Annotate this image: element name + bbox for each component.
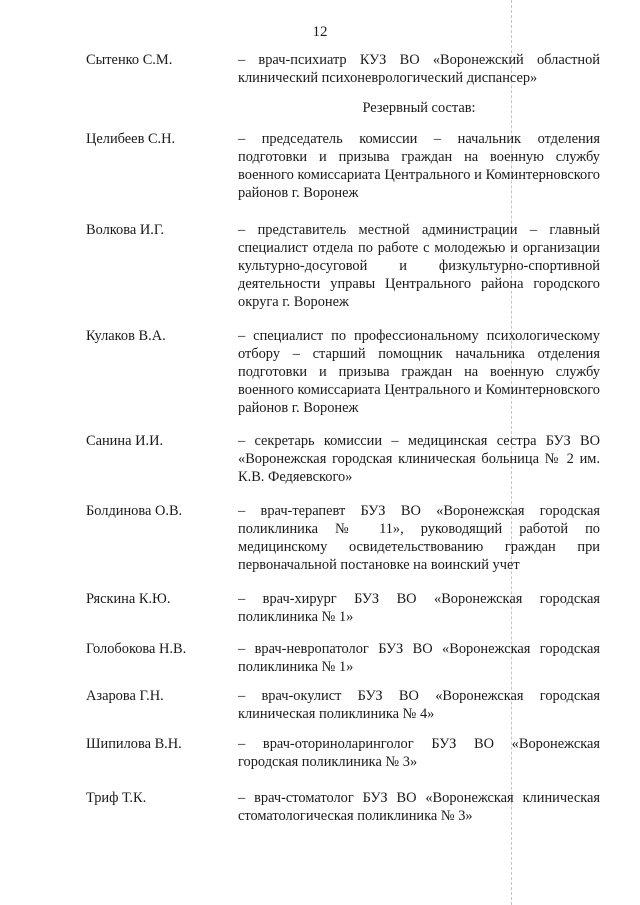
member-name: Азарова Г.Н. (86, 688, 164, 704)
member-position: – врач-психиатр КУЗ ВО «Воронежский областной клинический психоневрологический диспансер» (238, 52, 600, 86)
member-position: – врач-стоматолог БУЗ ВО «Воронежская клиническая стоматологическая поликлиника № 3» (238, 790, 600, 824)
member-name: Сытенко С.М. (86, 52, 173, 68)
member-name: Санина И.И. (86, 433, 164, 449)
member-name: Болдинова О.В. (86, 503, 183, 519)
member-position: – врач-терапевт БУЗ ВО «Воронежская городская поликлиника № 11», руководящий работой по медицинскому освидетельствованию граждан при первоначальной постановке на воинский учет (238, 503, 600, 573)
member-position: – представитель местной администрации – главный специалист отдела по работе с молодежью и организации культурно-досуговой и физкультурно-спортивной деятельности управы Центрального района городского округа г. Воронеж (238, 222, 600, 310)
member-name: Ряскина К.Ю. (86, 591, 171, 607)
member-name: Волкова И.Г. (86, 222, 165, 238)
member-position: – врач-окулист БУЗ ВО «Воронежская городская клиническая поликлиника № 4» (238, 688, 600, 722)
member-name: Триф Т.К. (86, 790, 147, 806)
member-position: – специалист по профессиональному психологическому отбору – старший помощник начальника отделения подготовки и призыва граждан на военную службу военного комиссариата Центрального и Коминтерновского районов г. Воронеж (238, 328, 600, 416)
page-number: 12 (312, 24, 328, 40)
member-position: – председатель комиссии – начальник отделения подготовки и призыва граждан на военную службу военного комиссариата Центрального и Коминтерновского районов г. Воронеж (238, 131, 600, 201)
member-name: Голобокова Н.В. (86, 641, 187, 657)
member-position: – врач-оториноларинголог БУЗ ВО «Воронежская городская поликлиника № 3» (238, 736, 600, 770)
member-name: Шипилова В.Н. (86, 736, 182, 752)
reserve-section-heading: Резервный состав: (362, 100, 476, 116)
member-position: – врач-невропатолог БУЗ ВО «Воронежская городская поликлиника № 1» (238, 641, 600, 675)
member-position: – секретарь комиссии – медицинская сестра БУЗ ВО «Воронежская городская клиническая больница № 2 им. К.В. Федяевского» (238, 433, 600, 485)
member-name: Целибеев С.Н. (86, 131, 176, 147)
member-name: Кулаков В.А. (86, 328, 166, 344)
member-position: – врач-хирург БУЗ ВО «Воронежская городская поликлиника № 1» (238, 591, 600, 625)
